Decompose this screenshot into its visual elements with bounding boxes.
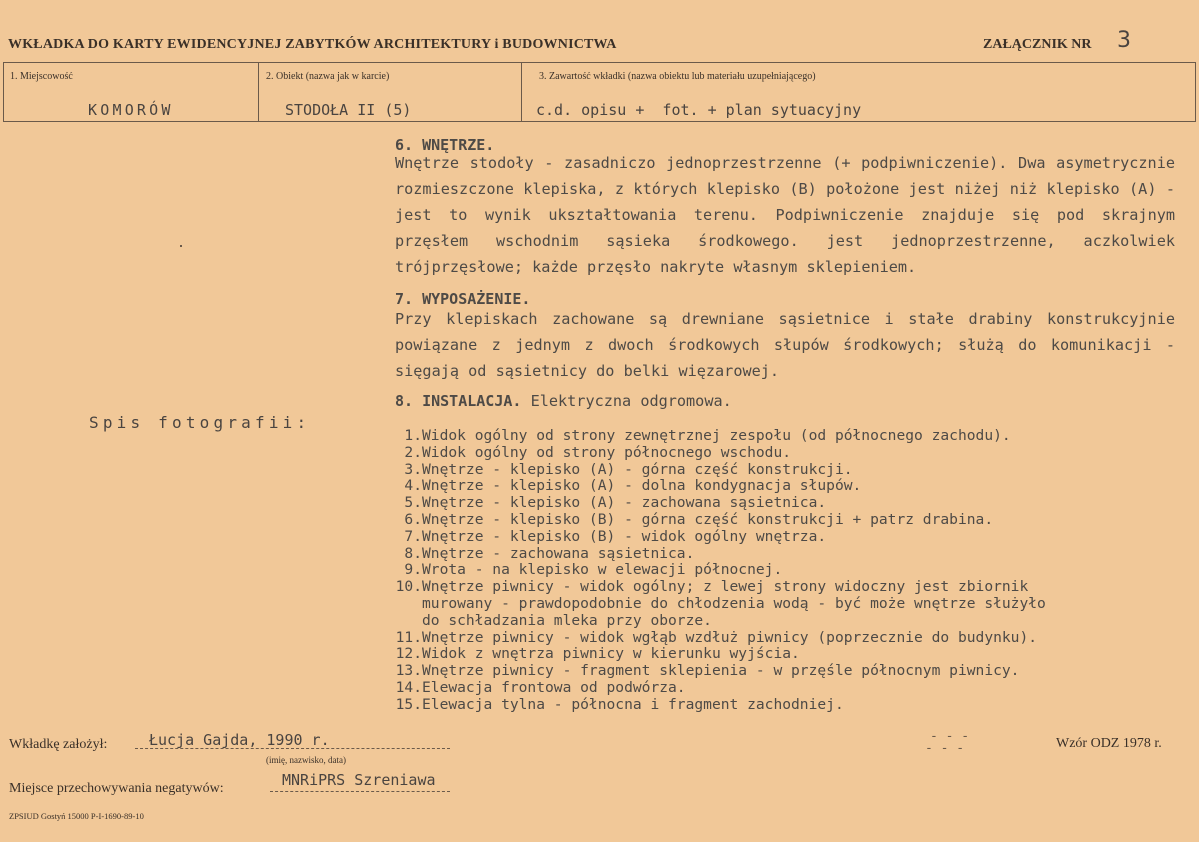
photo-caption: Wnętrze - klepisko (A) - górna część konstrukcji. [422,460,853,478]
photo-list-item [380,428,1046,445]
photo-number: 9. [404,561,422,579]
section-heading-interior: 6. WNĘTRZE. [395,136,495,154]
author-line [135,748,450,749]
field-label-contents: 3. Zawartość wkładki (nazwa obiektu lub materiału uzupełniającego) [539,71,816,82]
photo-list-item [380,579,1046,629]
annex-label: ZAŁĄCZNIK NR [983,37,1092,52]
field-value-locality: KOMORÓW [88,101,174,119]
photo-caption: Wnętrze - klepisko (B) - widok ogólny wnętrza. [422,527,827,545]
photo-number: 15. [395,695,422,713]
fields-rule [3,121,1196,122]
right-border [1195,62,1196,122]
section-text-installation: Elektryczna odgromowa. [530,392,732,410]
typewriter-marks: - - - [930,729,970,744]
photo-list-item [380,512,1046,529]
photo-caption: Widok ogólny od strony zewnętrznej zespołu (od północnego zachodu). [422,427,1011,444]
photo-caption: Elewacja tylna - północna i fragment zachodniej. [422,695,844,713]
form-model: Wzór ODZ 1978 r. [1056,736,1162,751]
section-text-interior: Wnętrze stodoły - zasadniczo jednoprzestrzenne (+ podpiwniczenie). Dwa asymetrycznie rozmieszczone klepiska, z których klepisko (B) położone jest niżej niż klepisko (A) - jest to wynik ukształtowania terenu. Podpiwniczenie znajduje się pod skrajnym przęsłem wschodnim sąsieka środkowego. jest jednoprzestrzenne, aczkolwiek trójprzęsłowe; każde przęsło nakryte własnym sklepieniem. [395,154,1175,276]
author-value: Łucja Gajda, 1990 r. [149,731,330,749]
photo-list-item [380,630,1046,647]
author-hint: (imię, nazwisko, data) [266,755,346,765]
photo-list-item [380,462,1046,479]
photo-list-item [380,697,1046,714]
photo-caption: Wnętrze - zachowana sąsietnica. [422,544,695,562]
photo-list-item [380,562,1046,579]
photo-number: 1. [404,427,422,444]
photo-list-item [380,546,1046,563]
section-text-equipment: Przy klepiskach zachowane są drewniane sąsietnice i stałe drabiny konstrukcyjnie powiązane z jednym z dwoch środkowych słupów środkowych; służą do komunikacji - sięgają od sąsietnicy do belki więzarowej. [395,310,1175,380]
photo-number: 4. [404,477,422,495]
storage-line [270,791,450,792]
photo-caption: Wnętrze piwnicy - widok ogólny; z lewej strony widoczny jest zbiornik murowany - prawdopodobnie do chłodzenia wodą - być może wnętrze służyło do schładzania mleka przy oborze. [422,578,1046,629]
photo-caption: Wnętrze piwnicy - widok wgłąb wzdłuż piwnicy (poprzecznie do budynku). [422,628,1038,646]
photo-number: 6. [404,510,422,528]
stray-mark [180,245,182,247]
photo-caption: Widok ogólny od strony północnego wschodu. [422,443,792,461]
photo-number: 5. [404,494,422,512]
photo-number: 3. [404,460,422,478]
photo-number: 8. [404,544,422,562]
photo-caption: Wnętrze piwnicy - fragment sklepienia - w przęśle północnym piwnicy. [422,662,1020,680]
form-title: WKŁADKA DO KARTY EWIDENCYJNEJ ZABYTKÓW ARCHITEKTURY i BUDOWNICTWA [8,37,617,52]
field-value-contents: c.d. opisu + fot. + plan sytuacyjny [536,101,862,119]
section-installation [395,392,732,410]
photo-number: 7. [404,527,422,545]
storage-label: Miejsce przechowywania negatywów: [9,781,224,796]
photo-number: 14. [395,678,422,696]
section-heading-installation: 8. INSTALACJA. [395,392,522,410]
photo-caption: Elewacja frontowa od podwórza. [422,678,686,696]
photo-caption: Widok z wnętrza piwnicy w kierunku wyjścia. [422,645,800,663]
photo-number: 12. [395,645,422,663]
storage-value: MNRiPRS Szreniawa [282,771,436,789]
photo-list-item [380,680,1046,697]
field-label-locality: 1. Miejscowość [10,71,73,82]
photo-caption: Wrota - na klepisko w elewacji północnej. [422,561,783,579]
photo-list-item [380,445,1046,462]
field-label-object: 2. Obiekt (nazwa jak w karcie) [266,71,390,82]
photo-list-item [380,495,1046,512]
section-heading-equipment: 7. WYPOSAŻENIE. [395,290,531,308]
photo-number: 13. [395,662,422,680]
photo-list [380,428,1046,714]
photo-list-item [380,478,1046,495]
field-value-object: STODOŁA II (5) [285,101,412,119]
typewriter-marks-2: - - - [925,741,965,756]
photo-list-item [380,646,1046,663]
print-info: ZPSIUD Gostyń 15000 P-I-1690-89-10 [9,811,144,821]
photo-caption: Wnętrze - klepisko (B) - górna część konstrukcji + patrz drabina. [422,510,994,528]
photo-list-item [380,529,1046,546]
author-label: Wkładkę założył: [9,737,108,752]
photo-number: 10. [395,578,422,596]
photo-caption: Wnętrze - klepisko (A) - dolna kondygnacja słupów. [422,477,862,495]
annex-number: 3 [1117,28,1131,53]
photo-number: 2. [404,443,422,461]
header-rule [3,62,1196,63]
left-border [3,62,4,122]
photos-label: Spis fotografii: [89,413,311,432]
photo-list-item [380,663,1046,680]
field-divider-1 [258,62,259,122]
photo-caption: Wnętrze - klepisko (A) - zachowana sąsietnica. [422,494,827,512]
field-divider-2 [521,62,522,122]
photo-number: 11. [395,628,422,646]
